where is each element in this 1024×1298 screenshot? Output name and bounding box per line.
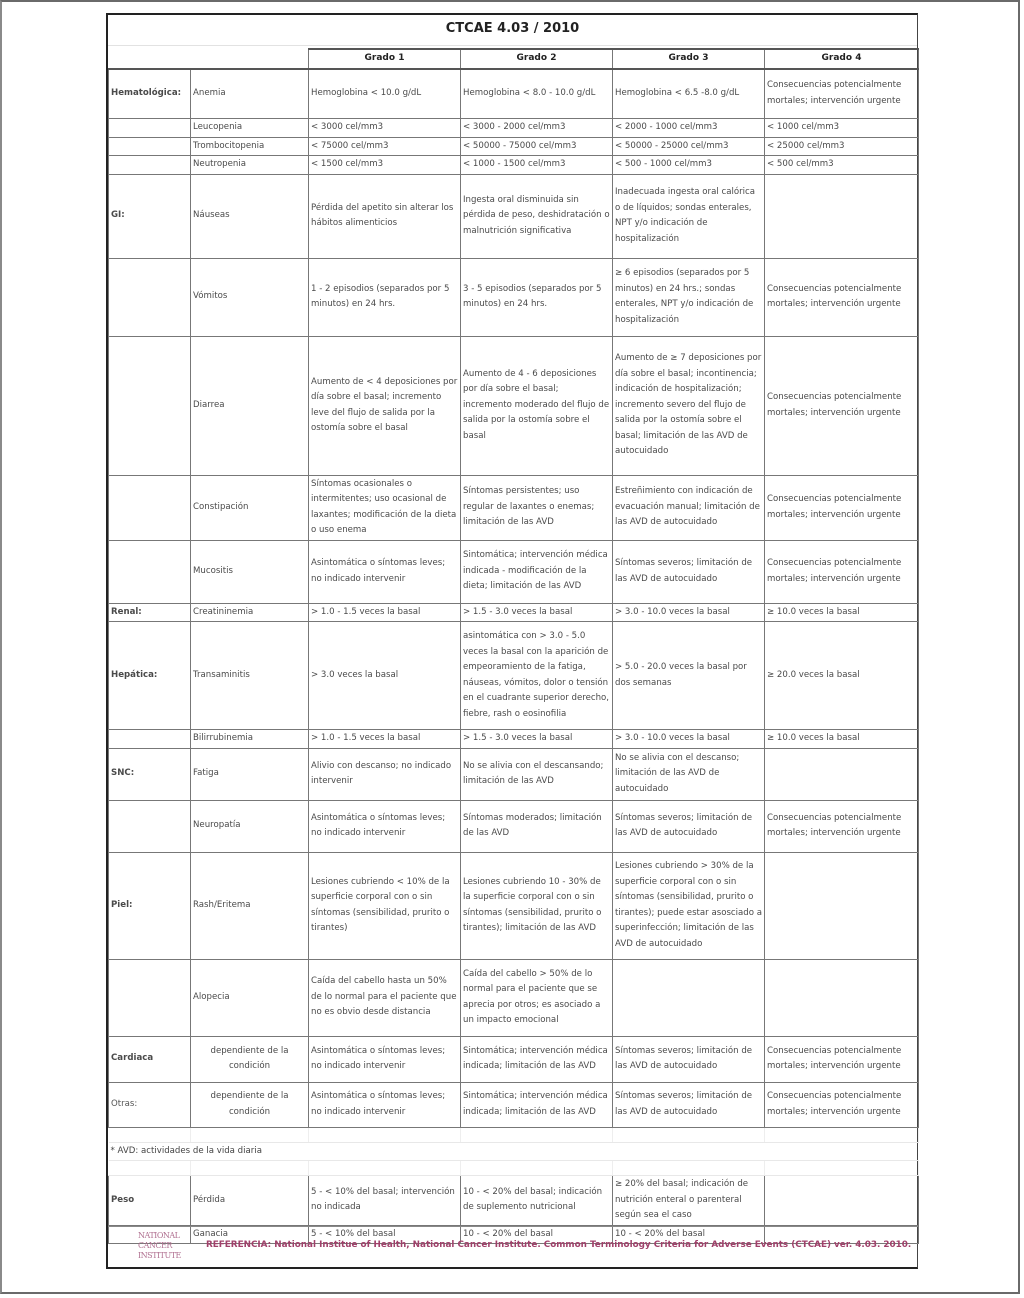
grade-3-cell: No se alivia con el descanso; limitación de las AVD de autocuidado — [613, 748, 765, 800]
grade-3-cell: Síntomas severos; limitación de las AVD de autocuidado — [613, 1036, 765, 1082]
table-row-piel-1 — [109, 959, 919, 1036]
grade-2-cell: 10 - < 20% del basal — [461, 1225, 613, 1244]
header-grado-3: Grado 3 — [613, 49, 765, 69]
category-cell — [109, 156, 191, 175]
nci-logo — [138, 1231, 184, 1265]
grade-1-cell: Lesiones cubriendo < 10% de la superficie corporal con o sin síntomas (sensibilidad, prurito o tirantes) — [309, 852, 461, 959]
category-cell — [109, 475, 191, 540]
spacer-cell — [461, 1127, 613, 1142]
item-cell: Anemia — [191, 69, 309, 119]
grade-2-cell: No se alivia con el descansando; limitación de las AVD — [461, 748, 613, 800]
category-cell — [109, 119, 191, 138]
grade-2-cell: Caída del cabello > 50% de lo normal para el paciente que se aprecia por otros; es asociado a un impacto emocional — [461, 959, 613, 1036]
category-cell — [109, 959, 191, 1036]
grade-4-cell: ≥ 20.0 veces la basal — [765, 622, 919, 730]
grade-4-cell: Consecuencias potencialmente mortales; intervención urgente — [765, 475, 919, 540]
grade-3-cell: Síntomas severos; limitación de las AVD de autocuidado — [613, 540, 765, 603]
grade-4-cell — [765, 959, 919, 1036]
spacer-cell — [191, 1127, 309, 1142]
grade-3-cell: Hemoglobina < 6.5 -8.0 g/dL — [613, 69, 765, 119]
item-cell: Bilirrubinemia — [191, 730, 309, 749]
table-row-snc-1 — [109, 800, 919, 852]
category-cell: Cardiaca — [109, 1036, 191, 1082]
table-row-hepatica-1 — [109, 730, 919, 749]
category-cell: GI: — [109, 174, 191, 258]
category-cell — [109, 336, 191, 475]
header-grado-4: Grado 4 — [765, 49, 919, 69]
grade-2-cell: asintomática con > 3.0 - 5.0 veces la basal con la aparición de empeoramiento de la fatiga, náuseas, vómitos, dolor o tensión en el cuadrante superior derecho, fiebre, rash o eosinofilia — [461, 622, 613, 730]
spacer-row-1 — [109, 1127, 919, 1142]
grade-4-cell — [765, 174, 919, 258]
grade-3-cell: > 3.0 - 10.0 veces la basal — [613, 603, 765, 622]
spacer-cell — [109, 1161, 191, 1176]
item-cell: Vómitos — [191, 258, 309, 336]
grade-3-cell: Síntomas severos; limitación de las AVD de autocuidado — [613, 800, 765, 852]
table-row-gi-4 — [109, 540, 919, 603]
logo-line-1: NATIONAL — [138, 1231, 180, 1240]
grade-1-cell: > 1.0 - 1.5 veces la basal — [309, 603, 461, 622]
table-row-hematologica-0 — [109, 69, 919, 119]
spacer-cell — [613, 1127, 765, 1142]
category-cell: SNC: — [109, 748, 191, 800]
item-cell: Pérdida — [191, 1176, 309, 1226]
header-grado-2: Grado 2 — [461, 49, 613, 69]
category-cell: Piel: — [109, 852, 191, 959]
spacer-cell — [613, 1161, 765, 1176]
grade-4-cell: Consecuencias potencialmente mortales; intervención urgente — [765, 540, 919, 603]
reference-text: REFERENCIA: National Institue of Health, National Cancer Institute. Common Terminology Criteria for Adverse Events (CTCAE) ver. 4.03. 2010. — [206, 1240, 912, 1250]
category-cell: Otras: — [109, 1082, 191, 1127]
grade-1-cell: Asintomática o síntomas leves; no indicado intervenir — [309, 800, 461, 852]
grade-3-cell: < 50000 - 25000 cel/mm3 — [613, 137, 765, 156]
item-cell: Neutropenia — [191, 156, 309, 175]
table-row-gi-2 — [109, 336, 919, 475]
grade-2-cell: 10 - < 20% del basal; indicación de suplemento nutricional — [461, 1176, 613, 1226]
grade-1-cell: Asintomática o síntomas leves; no indicado intervenir — [309, 1036, 461, 1082]
spacer-cell — [309, 1127, 461, 1142]
item-cell: dependiente de la condición — [191, 1036, 309, 1082]
category-cell — [109, 800, 191, 852]
table-row-gi-3 — [109, 475, 919, 540]
grade-3-cell: Aumento de ≥ 7 deposiciones por día sobre el basal; incontinencia; indicación de hospitalización; incremento severo del flujo de salida por la ostomía sobre el basal; limitación de las AVD de autocuidado — [613, 336, 765, 475]
footnote-avd: * AVD: actividades de la vida diaria — [109, 1142, 919, 1161]
grade-1-cell: < 75000 cel/mm3 — [309, 137, 461, 156]
grade-1-cell: < 3000 cel/mm3 — [309, 119, 461, 138]
ctcae-document — [106, 13, 918, 1269]
table-row-renal-0 — [109, 603, 919, 622]
footnote-row — [109, 1142, 919, 1161]
grade-4-cell: Consecuencias potencialmente mortales; intervención urgente — [765, 800, 919, 852]
grade-2-cell: Aumento de 4 - 6 deposiciones por día sobre el basal; incremento moderado del flujo de salida por la ostomía sobre el basal — [461, 336, 613, 475]
spacer-row-2 — [109, 1161, 919, 1176]
grade-3-cell: ≥ 6 episodios (separados por 5 minutos) en 24 hrs.; sondas enterales, NPT y/o indicación de hospitalización — [613, 258, 765, 336]
grade-2-cell: Sintomática; intervención médica indicada; limitación de las AVD — [461, 1082, 613, 1127]
grade-2-cell: > 1.5 - 3.0 veces la basal — [461, 603, 613, 622]
item-cell: Trombocitopenia — [191, 137, 309, 156]
category-cell: Hepática: — [109, 622, 191, 730]
grade-2-cell: Síntomas moderados; limitación de las AVD — [461, 800, 613, 852]
table-row-gi-0 — [109, 174, 919, 258]
grade-4-cell: < 25000 cel/mm3 — [765, 137, 919, 156]
grade-1-cell: Alivio con descanso; no indicado intervenir — [309, 748, 461, 800]
reference-footer — [108, 1226, 918, 1270]
grade-2-cell: 3 - 5 episodios (separados por 5 minutos) en 24 hrs. — [461, 258, 613, 336]
spacer-cell — [461, 1161, 613, 1176]
grade-2-cell: > 1.5 - 3.0 veces la basal — [461, 730, 613, 749]
table-row-hematologica-2 — [109, 137, 919, 156]
grade-1-cell: Hemoglobina < 10.0 g/dL — [309, 69, 461, 119]
grade-3-cell: < 2000 - 1000 cel/mm3 — [613, 119, 765, 138]
spacer-cell — [109, 1127, 191, 1142]
category-cell — [109, 540, 191, 603]
item-cell: Neuropatía — [191, 800, 309, 852]
grade-3-cell: 10 - < 20% del basal — [613, 1225, 765, 1244]
grade-4-cell: Consecuencias potencialmente mortales; intervención urgente — [765, 1082, 919, 1127]
grade-3-cell: ≥ 20% del basal; indicación de nutrición enteral o parenteral según sea el caso — [613, 1176, 765, 1226]
item-cell: Transaminitis — [191, 622, 309, 730]
grade-3-cell: > 3.0 - 10.0 veces la basal — [613, 730, 765, 749]
table-row-gi-1 — [109, 258, 919, 336]
grade-1-cell: > 3.0 veces la basal — [309, 622, 461, 730]
grade-1-cell: 5 - < 10% del basal — [309, 1225, 461, 1244]
grade-3-cell: Síntomas severos; limitación de las AVD de autocuidado — [613, 1082, 765, 1127]
grade-1-cell: Asintomática o síntomas leves; no indicado intervenir — [309, 1082, 461, 1127]
grade-2-cell: Hemoglobina < 8.0 - 10.0 g/dL — [461, 69, 613, 119]
item-cell: Creatininemia — [191, 603, 309, 622]
grade-2-cell: Sintomática; intervención médica indicada - modificación de la dieta; limitación de las AVD — [461, 540, 613, 603]
table-row-hematologica-1 — [109, 119, 919, 138]
header-empty-1 — [109, 49, 191, 69]
grade-4-cell: ≥ 10.0 veces la basal — [765, 603, 919, 622]
grade-4-cell: < 500 cel/mm3 — [765, 156, 919, 175]
category-cell — [109, 258, 191, 336]
grade-1-cell: < 1500 cel/mm3 — [309, 156, 461, 175]
grade-2-cell: < 50000 - 75000 cel/mm3 — [461, 137, 613, 156]
header-empty-2 — [191, 49, 309, 69]
table-row-peso-0 — [109, 1176, 919, 1226]
grade-3-cell: < 500 - 1000 cel/mm3 — [613, 156, 765, 175]
item-cell: Náuseas — [191, 174, 309, 258]
category-cell: Renal: — [109, 603, 191, 622]
grade-1-cell: Caída del cabello hasta un 50% de lo normal para el paciente que no es obvio desde distancia — [309, 959, 461, 1036]
grade-2-cell: < 3000 - 2000 cel/mm3 — [461, 119, 613, 138]
grade-1-cell: Síntomas ocasionales o intermitentes; uso ocasional de laxantes; modificación de la dieta o uso enema — [309, 475, 461, 540]
grade-3-cell: Estreñimiento con indicación de evacuación manual; limitación de las AVD de autocuidado — [613, 475, 765, 540]
category-cell — [109, 730, 191, 749]
grade-4-cell: Consecuencias potencialmente mortales; intervención urgente — [765, 69, 919, 119]
grade-4-cell: Consecuencias potencialmente mortales; intervención urgente — [765, 336, 919, 475]
document-title: CTCAE 4.03 / 2010 — [108, 15, 917, 46]
grade-2-cell: Lesiones cubriendo 10 - 30% de la superficie corporal con o sin síntomas (sensibilidad, prurito o tirantes); limitación de las AVD — [461, 852, 613, 959]
logo-line-2: CANCER — [138, 1241, 172, 1250]
item-cell: Mucositis — [191, 540, 309, 603]
grade-3-cell: Inadecuada ingesta oral calórica o de líquidos; sondas enterales, NPT y/o indicación de hospitalización — [613, 174, 765, 258]
grade-4-cell — [765, 852, 919, 959]
header-row — [109, 49, 919, 69]
grade-1-cell: 1 - 2 episodios (separados por 5 minutos) en 24 hrs. — [309, 258, 461, 336]
grade-1-cell: > 1.0 - 1.5 veces la basal — [309, 730, 461, 749]
grade-3-cell: Lesiones cubriendo > 30% de la superficie corporal con o sin síntomas (sensibilidad, prurito o tirantes); puede estar asosciado a superinfección; limitación de las AVD de autocuidado — [613, 852, 765, 959]
grade-1-cell: 5 - < 10% del basal; intervención no indicada — [309, 1176, 461, 1226]
grade-1-cell: Pérdida del apetito sin alterar los hábitos alimenticios — [309, 174, 461, 258]
grade-4-cell — [765, 1176, 919, 1226]
grade-2-cell: Sintomática; intervención médica indicada; limitación de las AVD — [461, 1036, 613, 1082]
grade-2-cell: Síntomas persistentes; uso regular de laxantes o enemas; limitación de las AVD — [461, 475, 613, 540]
header-grado-1: Grado 1 — [309, 49, 461, 69]
grade-4-cell: < 1000 cel/mm3 — [765, 119, 919, 138]
grade-4-cell: Consecuencias potencialmente mortales; intervención urgente — [765, 1036, 919, 1082]
grade-3-cell: > 5.0 - 20.0 veces la basal por dos semanas — [613, 622, 765, 730]
grade-2-cell: Ingesta oral disminuida sin pérdida de peso, deshidratación o malnutrición significativa — [461, 174, 613, 258]
grade-3-cell — [613, 959, 765, 1036]
item-cell: Fatiga — [191, 748, 309, 800]
grade-1-cell: Asintomática o síntomas leves; no indicado intervenir — [309, 540, 461, 603]
item-cell: Rash/Eritema — [191, 852, 309, 959]
grade-2-cell: < 1000 - 1500 cel/mm3 — [461, 156, 613, 175]
table-row-piel-0 — [109, 852, 919, 959]
ctcae-table — [108, 48, 919, 1244]
item-cell: Leucopenia — [191, 119, 309, 138]
category-cell: Peso — [109, 1176, 191, 1226]
item-cell: Ganacia — [191, 1225, 309, 1244]
category-cell — [109, 137, 191, 156]
table-row-hematologica-3 — [109, 156, 919, 175]
item-cell: dependiente de la condición — [191, 1082, 309, 1127]
spacer-cell — [765, 1161, 919, 1176]
item-cell: Diarrea — [191, 336, 309, 475]
table-row-snc-0 — [109, 748, 919, 800]
table-row-hepatica-0 — [109, 622, 919, 730]
logo-line-3: INSTITUTE — [138, 1251, 181, 1260]
grade-4-cell: ≥ 10.0 veces la basal — [765, 730, 919, 749]
table-row-otras-0 — [109, 1082, 919, 1127]
table-row-cardiaca-0 — [109, 1036, 919, 1082]
grade-4-cell: Consecuencias potencialmente mortales; intervención urgente — [765, 258, 919, 336]
grade-1-cell: Aumento de < 4 deposiciones por día sobre el basal; incremento leve del flujo de salida por la ostomía sobre el basal — [309, 336, 461, 475]
category-cell: Hematológica: — [109, 69, 191, 119]
spacer-cell — [765, 1127, 919, 1142]
grade-4-cell — [765, 748, 919, 800]
spacer-cell — [191, 1161, 309, 1176]
item-cell: Alopecia — [191, 959, 309, 1036]
spacer-cell — [309, 1161, 461, 1176]
item-cell: Constipación — [191, 475, 309, 540]
